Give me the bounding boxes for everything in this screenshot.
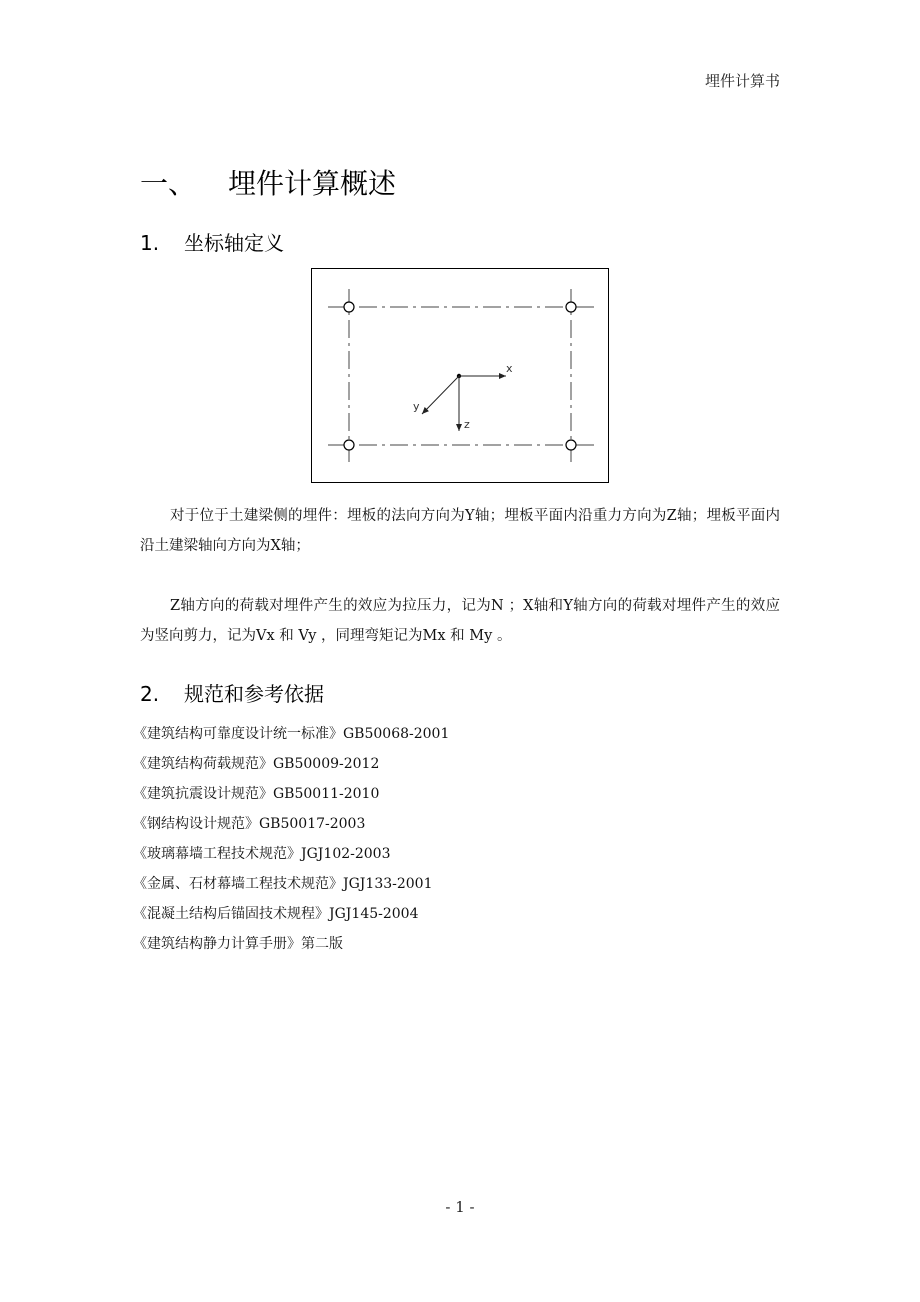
y-axis-label: y (413, 400, 420, 413)
section-title: 埋件计算概述 (228, 167, 397, 200)
reference-item: 《建筑抗震设计规范》GB50011-2010 (133, 786, 380, 802)
reference-list (133, 719, 449, 959)
anchor-hole-bottom-left (344, 440, 354, 450)
anchor-hole-top-left (344, 302, 354, 312)
paragraph-axis-definition: 对于位于土建梁侧的埋件：埋板的法向方向为Y轴；埋板平面内沿重力方向为Z轴；埋板平面内沿土建梁轴向方向为X轴； (140, 507, 780, 554)
page-number: - 1 - (445, 1198, 475, 1216)
reference-item: 《建筑结构荷载规范》GB50009-2012 (133, 756, 380, 772)
reference-item: 《混凝土结构后锚固技术规程》JGJ145-2004 (133, 906, 419, 922)
reference-item: 《建筑结构可靠度设计统一标准》GB50068-2001 (133, 726, 450, 742)
coordinate-axis-diagram (311, 268, 609, 483)
anchor-hole-bottom-right (566, 440, 576, 450)
subsection-title: 坐标轴定义 (184, 231, 284, 255)
anchor-hole-top-right (566, 302, 576, 312)
section-heading (140, 162, 396, 202)
subsection-heading-1 (140, 227, 284, 256)
z-axis-label: z (464, 418, 470, 431)
section-number: 一、 (140, 167, 197, 200)
axis-diagram-svg (312, 269, 610, 484)
center-lines (328, 289, 594, 465)
paragraph-load-effects: Z轴方向的荷载对埋件产生的效应为拉压力，记为N ；X轴和Y轴方向的荷载对埋件产生的效应为竖向剪力，记为Vx 和 Vy ，同理弯矩记为Mx 和 My 。 (140, 597, 780, 644)
y-axis-arrow (422, 376, 459, 414)
reference-item: 《金属、石材幕墙工程技术规范》JGJ133-2001 (133, 876, 433, 892)
subsection-title: 规范和参考依据 (184, 682, 324, 706)
reference-item: 《钢结构设计规范》GB50017-2003 (133, 816, 366, 832)
running-header: 埋件计算书 (704, 72, 780, 90)
subsection-heading-2 (140, 678, 324, 707)
reference-item: 《玻璃幕墙工程技术规范》JGJ102-2003 (133, 846, 391, 862)
subsection-number: 1. (140, 231, 160, 255)
reference-item: 《建筑结构静力计算手册》第二版 (133, 936, 343, 952)
subsection-number: 2. (140, 682, 160, 706)
x-axis-label: x (506, 362, 513, 375)
